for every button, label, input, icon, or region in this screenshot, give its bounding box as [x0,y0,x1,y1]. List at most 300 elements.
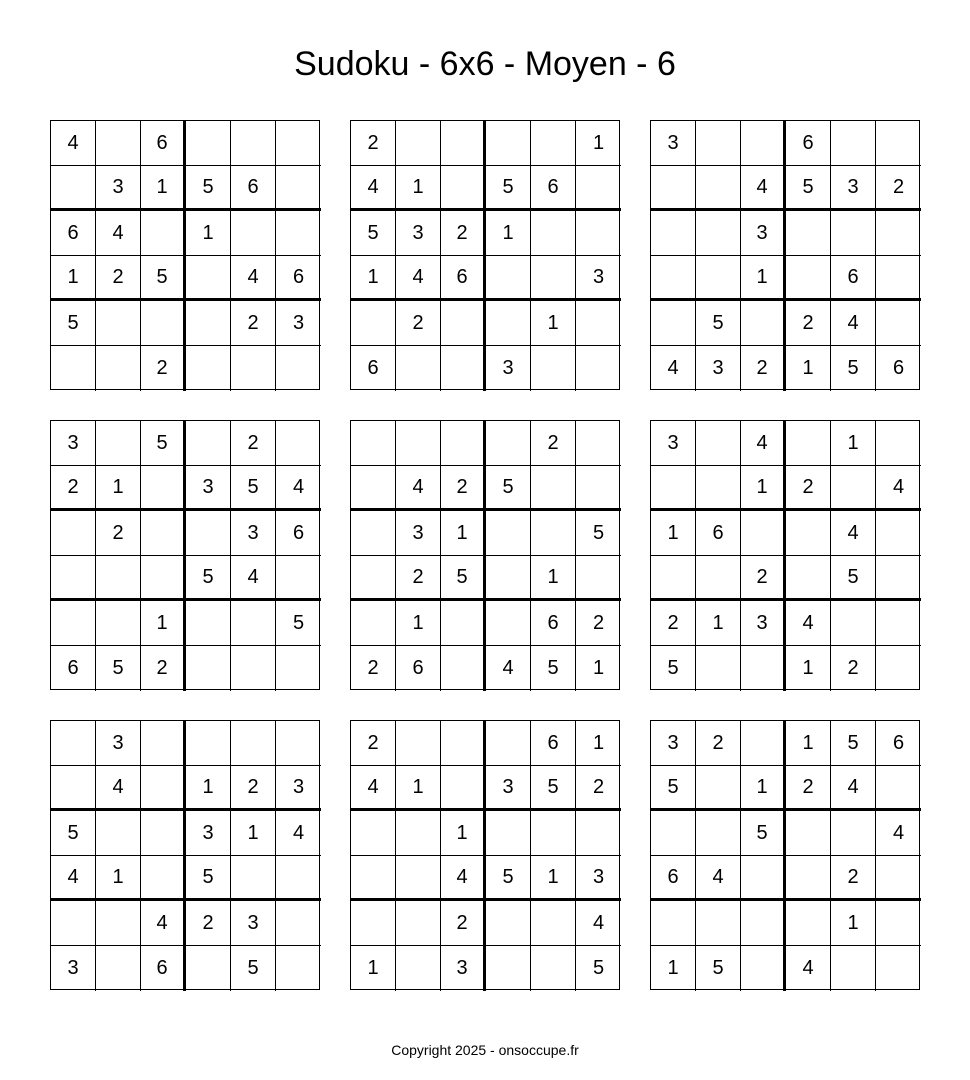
sudoku-cell [441,721,486,766]
sudoku-cell [876,946,921,991]
sudoku-cell: 6 [876,721,921,766]
sudoku-cell [876,856,921,901]
sudoku-cell [876,301,921,346]
sudoku-cell: 4 [276,811,321,856]
sudoku-cell [351,811,396,856]
sudoku-cell [141,301,186,346]
sudoku-cell [741,511,786,556]
sudoku-cell: 3 [231,511,276,556]
sudoku-cell [51,721,96,766]
sudoku-cell: 1 [141,601,186,646]
sudoku-cell [231,721,276,766]
sudoku-board-6 [650,420,920,690]
sudoku-cell: 3 [231,901,276,946]
sudoku-cell [486,256,531,301]
sudoku-cell [351,301,396,346]
sudoku-cell [276,856,321,901]
sudoku-cell: 5 [651,766,696,811]
sudoku-cell [696,421,741,466]
sudoku-cell [276,421,321,466]
sudoku-cell: 1 [786,346,831,391]
sudoku-cell: 4 [396,256,441,301]
sudoku-cell [831,211,876,256]
sudoku-cell: 5 [441,556,486,601]
sudoku-cell [186,601,231,646]
sudoku-cell [141,766,186,811]
sudoku-cell [441,166,486,211]
sudoku-cell [651,211,696,256]
sudoku-cell [486,511,531,556]
sudoku-cell [141,721,186,766]
sudoku-cell: 4 [651,346,696,391]
sudoku-cell [276,901,321,946]
sudoku-cell [531,511,576,556]
sudoku-cell [696,166,741,211]
sudoku-cell [276,346,321,391]
sudoku-cell [486,301,531,346]
sudoku-cell: 6 [786,121,831,166]
sudoku-cell: 5 [592,957,605,979]
sudoku-cell [531,811,576,856]
sudoku-cell [741,646,786,691]
sudoku-cell: 2 [141,646,186,691]
sudoku-cell [351,601,396,646]
sudoku-board-9 [650,720,920,990]
sudoku-cell: 2 [741,556,786,601]
sudoku-cell: 5 [351,211,396,256]
sudoku-cell: 6 [531,601,576,646]
sudoku-cell: 2 [696,721,741,766]
sudoku-cell [486,811,531,856]
sudoku-cell: 2 [576,766,621,811]
sudoku-cell [396,946,441,991]
sudoku-cell [351,556,396,601]
sudoku-cell [531,346,576,391]
sudoku-cell: 4 [876,811,921,856]
sudoku-cell: 1 [486,211,531,256]
sudoku-cell: 2 [786,301,831,346]
sudoku-cell: 1 [141,166,186,211]
sudoku-cell: 1 [531,301,576,346]
sudoku-cell [486,946,531,991]
sudoku-cell: 4 [786,946,831,991]
sudoku-cell: 5 [486,166,531,211]
sudoku-cell: 5 [186,556,231,601]
sudoku-cell [96,901,141,946]
sudoku-cell: 5 [651,646,696,691]
sudoku-cell: 6 [531,721,576,766]
sudoku-cell [651,256,696,301]
sudoku-cell [396,346,441,391]
sudoku-cell: 4 [51,856,96,901]
sudoku-cell: 5 [531,766,576,811]
sudoku-cell: 3 [276,766,321,811]
sudoku-cell: 1 [396,601,441,646]
sudoku-board-1 [50,120,320,390]
sudoku-cell [831,601,876,646]
sudoku-cell [696,211,741,256]
sudoku-cell: 6 [351,346,396,391]
sudoku-cell: 3 [576,256,621,301]
sudoku-cell [276,556,321,601]
sudoku-cell: 5 [51,301,96,346]
sudoku-cell [51,901,96,946]
sudoku-cell [96,421,141,466]
sudoku-cell: 6 [892,357,905,379]
sudoku-cell: 1 [351,256,396,301]
sudoku-cell [651,466,696,511]
sudoku-cell: 5 [276,601,321,646]
sudoku-cell [786,211,831,256]
sudoku-cell: 2 [351,646,396,691]
sudoku-cell [276,946,321,991]
sudoku-cell: 4 [876,466,921,511]
sudoku-board-7 [50,720,320,990]
sudoku-cell [786,811,831,856]
sudoku-cell [651,811,696,856]
sudoku-cell: 1 [741,766,786,811]
sudoku-cell [141,556,186,601]
sudoku-cell: 2 [396,301,441,346]
sudoku-cell [96,601,141,646]
sudoku-cell [231,346,276,391]
sudoku-cell: 1 [186,766,231,811]
sudoku-cell: 5 [486,856,531,901]
sudoku-cell [141,211,186,256]
sudoku-cell: 3 [186,811,231,856]
sudoku-cell [186,421,231,466]
sudoku-cell [231,646,276,691]
sudoku-cell [96,811,141,856]
sudoku-cell: 2 [786,766,831,811]
sudoku-cell: 2 [441,901,486,946]
sudoku-cell [141,856,186,901]
sudoku-cell [876,121,921,166]
sudoku-cell: 5 [186,166,231,211]
sudoku-cell: 2 [231,766,276,811]
sudoku-cell: 4 [831,301,876,346]
sudoku-cell [531,211,576,256]
sudoku-cell [831,121,876,166]
sudoku-cell: 1 [396,766,441,811]
sudoku-cell [276,121,321,166]
sudoku-cell: 5 [186,856,231,901]
sudoku-board-5 [350,420,620,690]
sudoku-cell [486,121,531,166]
sudoku-cell: 1 [831,901,876,946]
sudoku-cell [51,766,96,811]
sudoku-cell: 1 [696,601,741,646]
sudoku-cell: 5 [96,646,141,691]
sudoku-cell [141,811,186,856]
sudoku-cell [876,601,921,646]
sudoku-cell: 1 [576,121,621,166]
sudoku-cell [96,556,141,601]
sudoku-cell: 3 [696,346,741,391]
sudoku-cell [51,556,96,601]
sudoku-cell: 2 [51,466,96,511]
sudoku-cell: 5 [231,466,276,511]
sudoku-cell [741,121,786,166]
sudoku-cell [396,901,441,946]
sudoku-cell: 1 [51,256,96,301]
sudoku-cell: 4 [231,256,276,301]
sudoku-cell [576,421,621,466]
sudoku-cell [651,301,696,346]
sudoku-cell [741,856,786,901]
sudoku-cell [186,301,231,346]
sudoku-cell [876,901,921,946]
sudoku-cell: 5 [51,811,96,856]
sudoku-cell [741,946,786,991]
sudoku-cell [576,346,621,391]
sudoku-cell [441,121,486,166]
sudoku-cell: 3 [486,346,531,391]
sudoku-cell [576,466,621,511]
sudoku-cell: 6 [51,646,96,691]
sudoku-cell [576,811,621,856]
sudoku-cell [96,346,141,391]
sudoku-cell: 4 [486,646,531,691]
sudoku-cell: 2 [531,421,576,466]
sudoku-cell [696,121,741,166]
sudoku-cell [696,901,741,946]
sudoku-cell: 1 [351,946,396,991]
sudoku-cell [396,721,441,766]
sudoku-cell [351,511,396,556]
sudoku-cell: 2 [96,256,141,301]
sudoku-cell [876,256,921,301]
sudoku-cell: 2 [831,856,876,901]
sudoku-cell: 1 [231,811,276,856]
sudoku-cell [441,301,486,346]
sudoku-cell: 5 [786,166,831,211]
sudoku-cell: 4 [231,556,276,601]
sudoku-cell: 1 [786,646,831,691]
sudoku-cell [51,511,96,556]
sudoku-cell [51,166,96,211]
sudoku-cell [651,166,696,211]
sudoku-cell: 6 [51,211,96,256]
sudoku-cell [441,346,486,391]
sudoku-cell: 2 [351,121,396,166]
sudoku-cell: 3 [441,946,486,991]
sudoku-cell: 1 [592,657,605,679]
page-title: Sudoku - 6x6 - Moyen - 6 [294,45,676,83]
sudoku-cell [486,601,531,646]
sudoku-cell [576,301,621,346]
sudoku-cell: 2 [231,421,276,466]
sudoku-cell: 5 [141,421,186,466]
sudoku-cell: 4 [351,766,396,811]
sudoku-cell: 6 [441,256,486,301]
sudoku-cell: 3 [396,511,441,556]
sudoku-cell: 2 [876,166,921,211]
sudoku-cell [441,421,486,466]
sudoku-cell: 4 [141,901,186,946]
sudoku-cell: 3 [651,421,696,466]
sudoku-cell [696,256,741,301]
sudoku-cell [186,946,231,991]
sudoku-cell: 6 [831,256,876,301]
sudoku-cell: 6 [231,166,276,211]
sudoku-cell: 3 [186,466,231,511]
sudoku-cell [51,601,96,646]
sudoku-cell [876,511,921,556]
sudoku-cell: 4 [51,121,96,166]
sudoku-cell: 6 [276,256,321,301]
sudoku-cell [231,601,276,646]
sudoku-board-3 [650,120,920,390]
sudoku-cell: 3 [396,211,441,256]
sudoku-cell: 6 [141,121,186,166]
sudoku-cell: 1 [186,211,231,256]
sudoku-cell [831,466,876,511]
sudoku-cell: 2 [396,556,441,601]
sudoku-cell: 1 [531,856,576,901]
sudoku-cell: 5 [231,946,276,991]
sudoku-cell: 1 [396,166,441,211]
sudoku-cell [741,901,786,946]
sudoku-cell: 5 [486,466,531,511]
sudoku-cell [96,301,141,346]
sudoku-cell: 6 [651,856,696,901]
sudoku-cell: 1 [651,511,696,556]
sudoku-cell: 5 [141,256,186,301]
sudoku-cell: 5 [831,556,876,601]
sudoku-cell [276,646,321,691]
sudoku-cell: 4 [741,421,786,466]
sudoku-cell: 4 [741,166,786,211]
sudoku-cell: 3 [576,856,621,901]
sudoku-cell [231,121,276,166]
sudoku-cell: 3 [96,166,141,211]
sudoku-cell: 5 [576,511,621,556]
sudoku-cell: 2 [576,601,621,646]
sudoku-cell [576,556,621,601]
sudoku-cell: 2 [741,346,786,391]
sudoku-cell [441,646,486,691]
sudoku-cell: 4 [576,901,621,946]
sudoku-cell [186,121,231,166]
sudoku-cell: 6 [531,166,576,211]
sudoku-cell [576,166,621,211]
sudoku-cell: 1 [531,556,576,601]
sudoku-cell: 2 [651,601,696,646]
sudoku-cell [651,901,696,946]
sudoku-cell [786,856,831,901]
sudoku-cell [696,466,741,511]
sudoku-cell: 5 [831,346,876,391]
sudoku-cell [276,721,321,766]
sudoku-cell: 1 [441,811,486,856]
sudoku-cell [396,811,441,856]
sudoku-cell: 3 [831,166,876,211]
sudoku-cell [396,856,441,901]
sudoku-cell: 5 [531,646,576,691]
sudoku-cell [741,721,786,766]
sudoku-cell [141,466,186,511]
sudoku-cell: 5 [831,721,876,766]
sudoku-cell [876,211,921,256]
sudoku-cell [186,346,231,391]
sudoku-cell [531,946,576,991]
sudoku-cell [276,211,321,256]
sudoku-cell [96,121,141,166]
sudoku-cell: 6 [396,646,441,691]
sudoku-cell: 3 [51,421,96,466]
sudoku-cell [486,556,531,601]
sudoku-cell: 2 [831,646,876,691]
sudoku-cell [696,646,741,691]
sudoku-cell: 1 [441,511,486,556]
sudoku-cell [651,556,696,601]
sudoku-cell [351,466,396,511]
sudoku-cell: 5 [696,301,741,346]
sudoku-cell: 4 [786,601,831,646]
sudoku-cell: 4 [831,511,876,556]
sudoku-cell: 2 [441,211,486,256]
sudoku-cell [531,256,576,301]
sudoku-cell [876,766,921,811]
sudoku-cell [486,721,531,766]
sudoku-cell: 3 [651,121,696,166]
sudoku-cell: 2 [141,346,186,391]
sudoku-cell: 4 [441,856,486,901]
sudoku-cell [186,646,231,691]
sudoku-cell: 2 [441,466,486,511]
sudoku-board-2 [350,120,620,390]
sudoku-cell [441,601,486,646]
sudoku-cell: 4 [96,766,141,811]
sudoku-cell [486,421,531,466]
sudoku-cell: 1 [96,856,141,901]
sudoku-cell [396,121,441,166]
sudoku-cell [276,166,321,211]
sudoku-cell [231,211,276,256]
sudoku-cell: 6 [141,946,186,991]
sudoku-cell [876,556,921,601]
sudoku-cell [876,646,921,691]
sudoku-cell: 2 [186,901,231,946]
sudoku-cell [231,856,276,901]
sudoku-cell: 1 [786,721,831,766]
sudoku-cell [351,901,396,946]
sudoku-cell: 4 [396,466,441,511]
sudoku-cell: 1 [96,466,141,511]
sudoku-cell: 6 [276,511,321,556]
sudoku-cell [741,301,786,346]
sudoku-cell: 1 [741,256,786,301]
sudoku-cell: 1 [831,421,876,466]
sudoku-cell [876,421,921,466]
sudoku-cell [576,211,621,256]
sudoku-cell: 2 [351,721,396,766]
sudoku-cell: 3 [51,946,96,991]
sudoku-cell [141,511,186,556]
sudoku-cell: 1 [741,466,786,511]
sudoku-cell: 5 [741,811,786,856]
sudoku-cell: 3 [741,211,786,256]
sudoku-cell [531,121,576,166]
sudoku-cell: 2 [96,511,141,556]
copyright-footer: Copyright 2025 - onsoccupe.fr [391,1042,579,1058]
sudoku-cell [786,901,831,946]
sudoku-cell [531,901,576,946]
sudoku-cell [786,256,831,301]
sudoku-cell [786,421,831,466]
sudoku-cell [186,256,231,301]
